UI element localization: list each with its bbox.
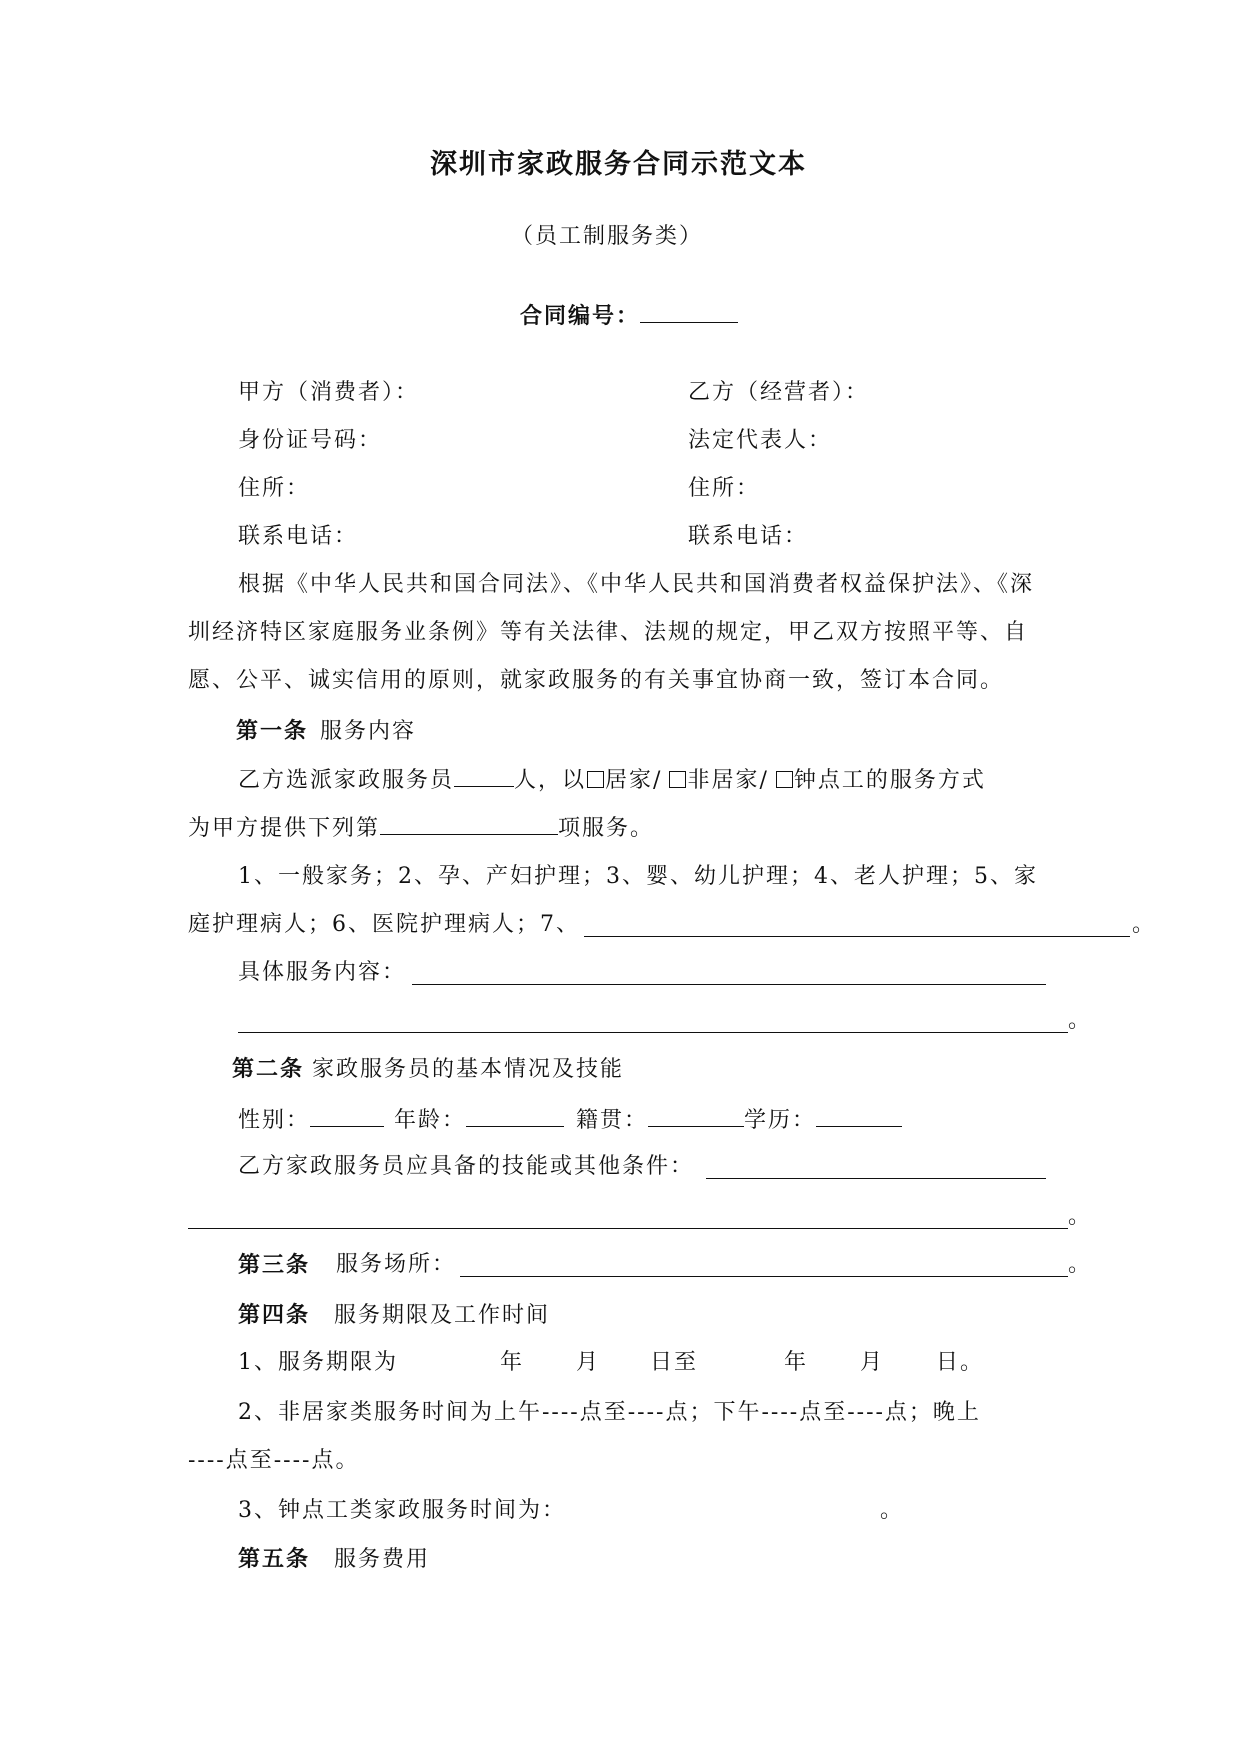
party-a-phone-label: 联系电话：	[238, 524, 359, 549]
article-1-number: 第一条	[236, 718, 309, 744]
skills-label: 乙方家政服务员应具备的技能或其他条件：	[238, 1154, 695, 1179]
skills-blank-2	[188, 1228, 1068, 1229]
article-3-number: 第三条	[238, 1252, 311, 1278]
party-b-label: 乙方（经营者）：	[688, 380, 870, 405]
preamble-line-1: 根据《中华人民共和国合同法》、《中华人民共和国消费者权益保护法》、《深	[238, 572, 1035, 597]
article-1-line-4	[188, 910, 580, 940]
non-live-in-checkbox	[669, 771, 686, 788]
article-2-basic-info	[238, 1104, 902, 1136]
service-list-text: 庭护理病人；6、医院护理病人；7、	[188, 912, 580, 937]
party-a-label: 甲方（消费者）：	[238, 380, 420, 405]
service-detail-end: 。	[1068, 1008, 1093, 1033]
origin-blank	[648, 1104, 744, 1127]
origin-label: 籍贯：	[576, 1108, 649, 1133]
contract-number	[520, 300, 738, 331]
service-items-label: 为甲方提供下列第	[188, 816, 381, 841]
service-other-end: 。	[1132, 912, 1157, 937]
non-live-in-hours-line-1: 2、非居家类服务时间为上午----点至----点；下午----点至----点；晚上	[238, 1400, 981, 1425]
service-detail-blank-2	[238, 1032, 1068, 1033]
non-live-in-label: 非居家/	[687, 768, 769, 793]
article-2-number: 第二条	[232, 1056, 305, 1082]
service-mode-label: 人，以	[514, 768, 587, 793]
service-detail-label: 具体服务内容：	[238, 960, 407, 985]
live-in-checkbox	[587, 771, 604, 788]
article-5-title: 服务费用	[334, 1547, 431, 1572]
age-blank	[466, 1104, 564, 1127]
article-2-title: 家政服务员的基本情况及技能	[312, 1057, 625, 1082]
skills-end: 。	[1068, 1204, 1093, 1229]
service-location-label: 服务场所：	[336, 1252, 457, 1277]
service-location-blank	[460, 1276, 1068, 1277]
article-4-heading	[238, 1300, 550, 1331]
party-a-address-label: 住所：	[238, 476, 311, 501]
party-b-rep-label: 法定代表人：	[688, 428, 833, 453]
skills-blank-1	[706, 1178, 1046, 1179]
party-a-id-label: 身份证号码：	[238, 428, 383, 453]
term-start-month: 月	[576, 1350, 601, 1375]
article-5-number: 第五条	[238, 1546, 311, 1572]
service-other-blank	[584, 936, 1130, 937]
service-detail-blank-1	[412, 984, 1046, 985]
age-label: 年龄：	[394, 1108, 467, 1133]
term-start-year: 年	[500, 1350, 525, 1375]
hourly-worker-hours-end: 。	[880, 1498, 905, 1523]
live-in-label: 居家/	[605, 768, 663, 793]
article-4-title: 服务期限及工作时间	[334, 1303, 551, 1328]
hourly-worker-hours-label: 3、钟点工类家政服务时间为：	[238, 1498, 566, 1523]
hourly-checkbox	[776, 771, 793, 788]
preamble-line-2: 圳经济特区家庭服务业条例》等有关法律、法规的规定，甲乙双方按照平等、自	[188, 620, 1029, 645]
document-subtitle: （员工制服务类）	[511, 224, 704, 249]
article-4-number: 第四条	[238, 1302, 311, 1328]
education-blank	[816, 1104, 902, 1127]
gender-label: 性别：	[238, 1108, 311, 1133]
term-start-day: 日至	[650, 1350, 699, 1375]
hourly-label: 钟点工的服务方式	[793, 768, 986, 793]
term-end-year: 年	[784, 1350, 809, 1375]
party-b-address-label: 住所：	[688, 476, 761, 501]
contract-number-label: 合同编号：	[520, 303, 641, 329]
education-label: 学历：	[744, 1108, 817, 1133]
article-2-heading	[232, 1054, 624, 1085]
article-1-heading	[236, 716, 416, 747]
article-1-title: 服务内容	[320, 719, 417, 744]
document-title: 深圳市家政服务合同示范文本	[430, 149, 807, 180]
service-location-end: 。	[1068, 1252, 1093, 1277]
contract-number-blank	[640, 300, 738, 323]
article-1-line-2	[188, 812, 654, 844]
term-end-day: 日。	[936, 1350, 985, 1375]
preamble-line-3: 愿、公平、诚实信用的原则，就家政服务的有关事宜协商一致，签订本合同。	[188, 668, 1005, 693]
article-1-line-3: 1、一般家务；2、孕、产妇护理；3、婴、幼儿护理；4、老人护理；5、家	[238, 864, 1038, 889]
service-items-suffix: 项服务。	[558, 816, 655, 841]
service-term-label: 1、服务期限为	[238, 1350, 398, 1375]
gender-blank	[310, 1104, 384, 1127]
article-5-heading	[238, 1544, 430, 1575]
service-items-blank	[380, 812, 558, 835]
article-1-line-1	[238, 764, 986, 796]
non-live-in-hours-line-2: ----点至----点。	[188, 1448, 360, 1473]
staff-count-label: 乙方选派家政服务员	[238, 768, 455, 793]
party-b-phone-label: 联系电话：	[688, 524, 809, 549]
staff-count-blank	[454, 764, 514, 787]
term-end-month: 月	[860, 1350, 885, 1375]
